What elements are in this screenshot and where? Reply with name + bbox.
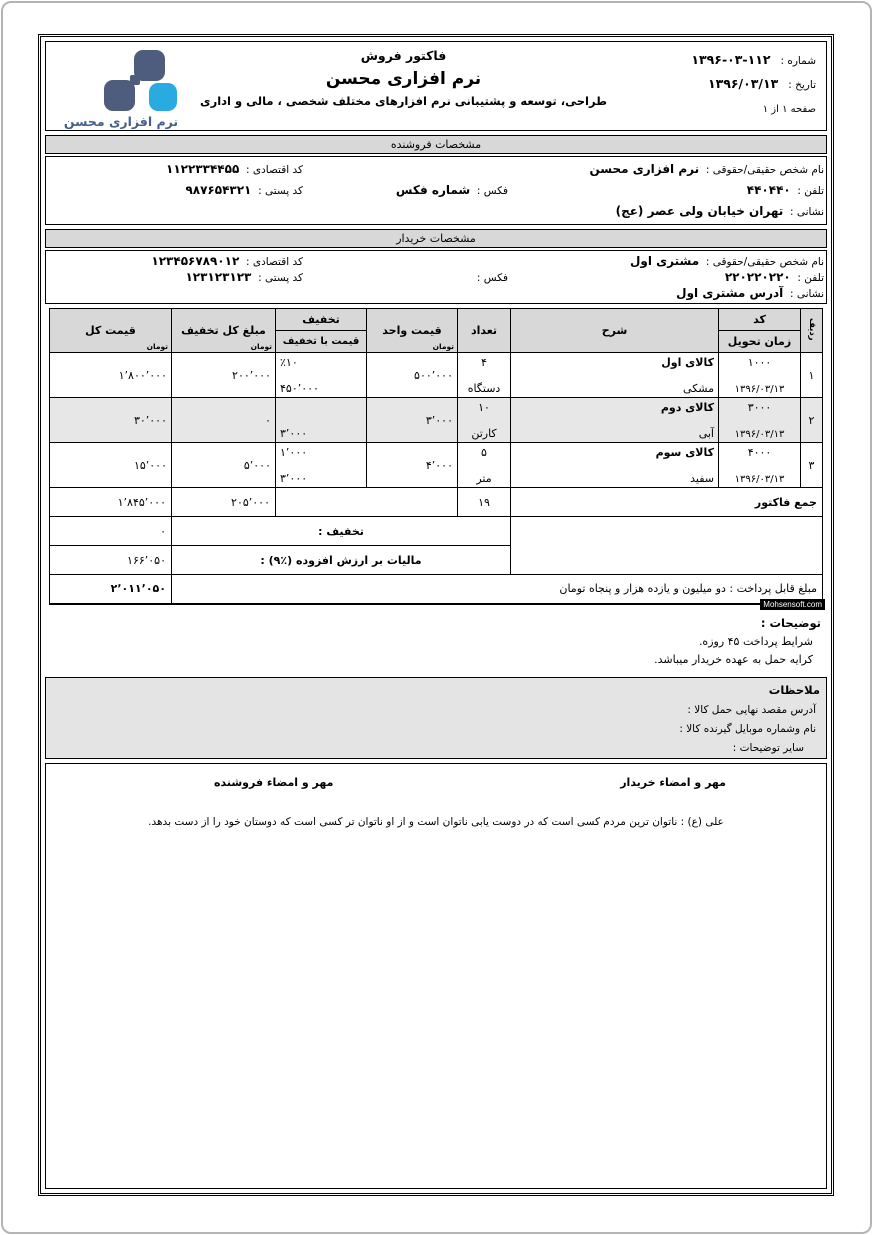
seller-signature-label: مهر و امضاء فروشنده	[214, 775, 334, 789]
company-tagline: طراحی، توسعه و پشتیبانی نرم افزارهای مختلف شخصی ، مالی و اداری	[200, 94, 607, 108]
sum-total-price: ۱٬۸۴۵٬۰۰۰	[50, 488, 172, 517]
invoice-sum-label: جمع فاکتور	[511, 488, 823, 517]
remarks-line: سایر توضیحات :	[732, 741, 804, 754]
item-description-cell	[511, 398, 719, 443]
header-row-number: ردیف	[801, 309, 823, 353]
totals-void-cell	[511, 517, 823, 575]
buyer-postal-label: کد پستی :	[258, 272, 303, 284]
item-unit-price: ۳٬۰۰۰	[367, 398, 458, 443]
seller-section-title: مشخصات فروشنده	[45, 135, 827, 154]
item-discount-cell	[276, 353, 367, 398]
buyer-section-title: مشخصات خریدار	[45, 229, 827, 248]
buyer-postal-row	[48, 269, 303, 285]
seller-econ-label: کد اقتصادی :	[245, 164, 303, 176]
currency-label: تومان	[250, 342, 272, 351]
payable-label: مبلغ قابل پرداخت : دو میلیون و یازده هزار و پنجاه تومان	[172, 575, 823, 604]
seller-address-value: تهران خیابان ولی عصر (عج)	[615, 204, 784, 218]
invoice-number-label: شماره :	[780, 55, 816, 67]
notes-section	[45, 612, 827, 673]
vat-label: مالیات بر ارزش افزوده (٪۹) :	[172, 546, 511, 575]
item-code-cell	[719, 398, 801, 443]
item-quantity: ۱۰	[478, 400, 490, 414]
item-total-discount: ۲۰۰٬۰۰۰	[172, 353, 276, 398]
invoice-document	[40, 36, 832, 1194]
seller-econ-value: ۱۱۲۲۳۳۴۴۵۵	[166, 162, 240, 176]
header-delivery-time: زمان تحویل	[719, 331, 801, 353]
item-quantity-cell	[458, 353, 511, 398]
buyer-address-label: نشانی :	[789, 288, 824, 300]
buyer-signature-label: مهر و امضاء خریدار	[620, 775, 726, 789]
item-quantity: ۴	[481, 355, 487, 369]
table-row	[50, 443, 823, 488]
vat-value: ۱۶۶٬۰۵۰	[50, 546, 172, 575]
buyer-info	[45, 250, 827, 304]
item-quantity-cell	[458, 398, 511, 443]
header-discount: تخفیف	[276, 309, 367, 331]
notes-title: توضیحات :	[760, 615, 821, 630]
item-unit-price: ۵۰۰٬۰۰۰	[367, 353, 458, 398]
discount-label: تخفیف :	[172, 517, 511, 546]
remarks-line: نام وشماره موبایل گیرنده کالا :	[679, 722, 816, 735]
footer-quote: علی (ع) : ناتوان ترین مردم کسی است که در دوست یابی ناتوان است و از او ناتوان تر کسی است که دوستان خود را از دست بدهد.	[148, 815, 724, 828]
invoice-meta	[611, 42, 826, 130]
item-variant: آبی	[698, 426, 714, 440]
item-total-discount: ۵٬۰۰۰	[172, 443, 276, 488]
item-unit-price: ۴٬۰۰۰	[367, 443, 458, 488]
seller-name-row	[508, 159, 824, 180]
item-name: کالای دوم	[660, 400, 714, 414]
remarks-section	[45, 677, 827, 759]
item-variant: مشکی	[683, 381, 714, 395]
item-total-price: ۱٬۸۰۰٬۰۰۰	[50, 353, 172, 398]
item-total-price: ۱۵٬۰۰۰	[50, 443, 172, 488]
company-logo	[46, 42, 196, 130]
header-unit-price: قیمت واحد تومان	[367, 309, 458, 353]
item-unit: دستگاه	[467, 381, 501, 395]
seller-fax-label: فکس :	[476, 185, 508, 197]
invoice-number	[611, 52, 816, 76]
payable-row	[50, 575, 823, 604]
item-delivery-date: ۱۳۹۶/۰۳/۱۳	[734, 473, 785, 485]
item-total-price: ۳۰٬۰۰۰	[50, 398, 172, 443]
invoice-number-value: ۱۳۹۶-۰۳-۱۱۲	[691, 52, 771, 67]
item-code: ۴۰۰۰	[747, 445, 772, 459]
watermark: Mohsensoft.com	[760, 599, 825, 610]
buyer-name-row	[508, 253, 824, 269]
sum-total-discount: ۲۰۵٬۰۰۰	[172, 488, 276, 517]
page-indicator: صفحه ۱ از ۱	[762, 104, 816, 115]
item-delivery-date: ۱۳۹۶/۰۳/۱۳	[734, 383, 785, 395]
item-discount-cell	[276, 443, 367, 488]
item-discounted-price: ۴۵۰٬۰۰۰	[280, 381, 319, 395]
item-code-cell	[719, 353, 801, 398]
sum-empty-cell	[276, 488, 458, 517]
logo-square-dark-right-icon	[104, 80, 135, 111]
notes-line: شرایط پرداخت ۴۵ روزه.	[698, 634, 813, 648]
payable-value: ۲٬۰۱۱٬۰۵۰	[50, 575, 172, 604]
item-delivery-date: ۱۳۹۶/۰۳/۱۳	[734, 428, 785, 440]
item-quantity-cell	[458, 443, 511, 488]
item-name: کالای سوم	[655, 445, 714, 459]
item-discount-cell	[276, 398, 367, 443]
currency-label: تومان	[146, 342, 168, 351]
invoice-header	[45, 41, 827, 131]
item-discounted-price: ۳٬۰۰۰	[280, 471, 308, 485]
discount-value: ۰	[50, 517, 172, 546]
discount-row	[50, 517, 823, 546]
seller-name-label: نام شخص حقیقی/حقوقی :	[705, 164, 824, 176]
item-description-cell	[511, 443, 719, 488]
item-unit: متر	[476, 471, 492, 485]
header-code: کد	[719, 309, 801, 331]
buyer-econ-row	[48, 253, 303, 269]
buyer-phone-value: ۲۲۰۲۲۰۲۲۰	[724, 270, 791, 284]
item-unit: کارتن	[471, 426, 497, 440]
item-code: ۱۰۰۰	[747, 355, 772, 369]
seller-postal-row	[48, 180, 303, 201]
seller-postal-value: ۹۸۷۶۵۴۳۲۱	[185, 183, 252, 197]
header-titles	[196, 42, 611, 130]
invoice-sum-row	[50, 488, 823, 517]
item-discounted-price: ۳٬۰۰۰	[280, 426, 308, 440]
buyer-address-value: آدرس مشتری اول	[676, 286, 784, 300]
table-row	[50, 353, 823, 398]
item-row-number: ۲	[801, 398, 823, 443]
item-discount: ۱٬۰۰۰	[280, 445, 308, 459]
item-variant: سفید	[690, 471, 714, 485]
header-quantity: تعداد	[458, 309, 511, 353]
seller-phone-label: تلفن :	[797, 185, 824, 197]
invoice-date-label: تاریخ :	[788, 79, 816, 91]
buyer-name-label: نام شخص حقیقی/حقوقی :	[705, 256, 824, 268]
sum-quantity: ۱۹	[458, 488, 511, 517]
logo-wordmark: نرم افزاری محسن	[63, 114, 179, 129]
header-total-price: قیمت کل تومان	[50, 309, 172, 353]
buyer-name-value: مشتری اول	[629, 254, 700, 268]
seller-phone-row	[508, 180, 824, 201]
seller-fax-value: شماره فکس	[395, 183, 471, 197]
remarks-title: ملاحظات	[768, 682, 820, 697]
seller-info	[45, 156, 827, 225]
buyer-address-row	[48, 285, 824, 301]
buyer-fax-label: فکس :	[476, 272, 508, 284]
buyer-postal-value: ۱۲۳۱۲۳۱۲۳	[185, 270, 252, 284]
document-type-title: فاکتور فروش	[360, 48, 447, 63]
item-code: ۳۰۰۰	[747, 400, 772, 414]
invoice-date-value: ۱۳۹۶/۰۳/۱۳	[708, 76, 779, 91]
company-name: نرم افزاری محسن	[325, 69, 482, 89]
items-table	[49, 308, 823, 605]
currency-label: تومان	[432, 342, 454, 351]
item-description-cell	[511, 353, 719, 398]
item-name: کالای اول	[661, 355, 714, 369]
seller-address-label: نشانی :	[789, 206, 824, 218]
seller-econ-row	[48, 159, 303, 180]
table-row	[50, 398, 823, 443]
header-description: شرح	[511, 309, 719, 353]
header-total-discount: مبلغ کل تخفیف تومان	[172, 309, 276, 353]
signature-section	[45, 763, 827, 1190]
item-row-number: ۱	[801, 353, 823, 398]
item-quantity: ۵	[481, 445, 487, 459]
buyer-econ-value: ۱۲۳۴۵۶۷۸۹۰۱۲	[151, 254, 240, 268]
item-total-discount: ۰	[172, 398, 276, 443]
invoice-date	[611, 76, 816, 100]
seller-name-value: نرم افزاری محسن	[589, 162, 700, 176]
seller-address-row	[48, 201, 824, 222]
seller-fax-row	[303, 180, 508, 201]
item-code-cell	[719, 443, 801, 488]
seller-phone-value: ۴۴۰۴۴۰	[746, 183, 791, 197]
buyer-econ-label: کد اقتصادی :	[245, 256, 303, 268]
seller-postal-label: کد پستی :	[258, 185, 303, 197]
notes-line: کرایه حمل به عهده خریدار میباشد.	[654, 652, 813, 666]
buyer-phone-label: تلفن :	[797, 272, 824, 284]
remarks-line: آدرس مقصد نهایی حمل کالا :	[687, 703, 816, 716]
logo-square-cyan-icon	[149, 83, 177, 111]
item-row-number: ۳	[801, 443, 823, 488]
buyer-phone-row	[508, 269, 824, 285]
header-discounted-price: قیمت با تخفیف	[276, 331, 367, 353]
item-discount: ٪۱۰	[280, 355, 298, 369]
buyer-fax-row	[303, 269, 508, 285]
